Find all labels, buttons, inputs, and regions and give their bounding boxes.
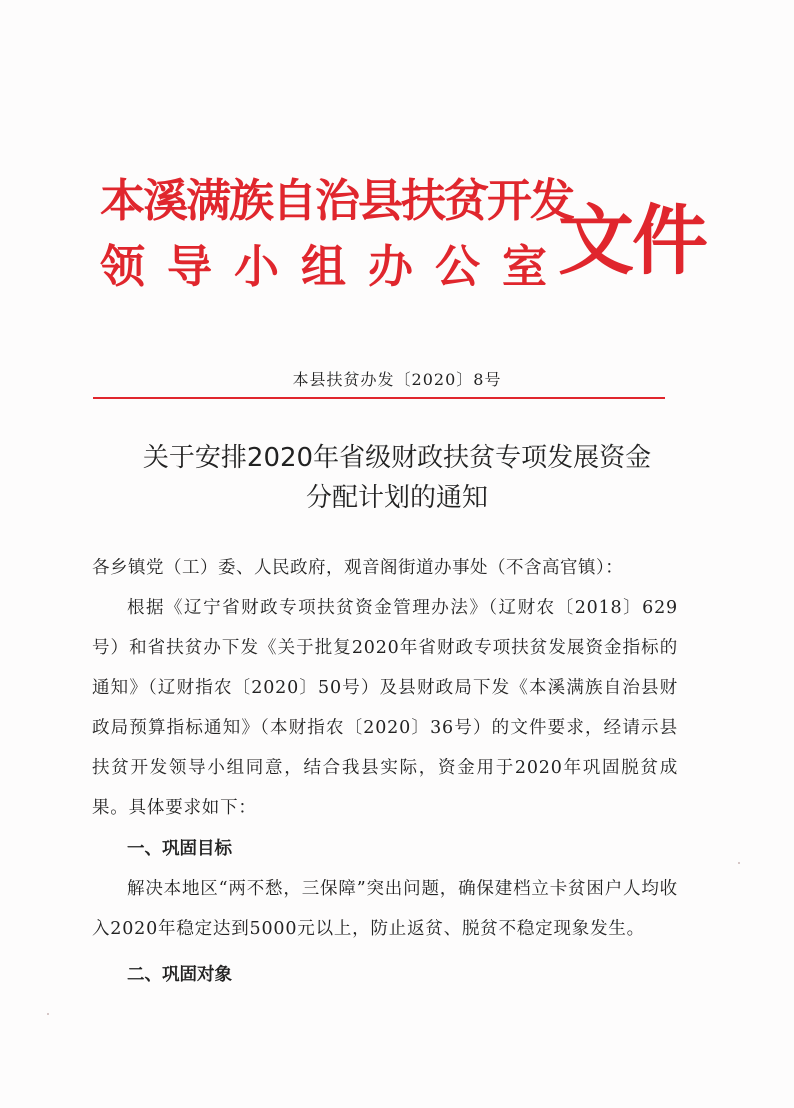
section-heading-target: 二、巩固对象 [127, 965, 232, 985]
document-title [60, 438, 734, 518]
organization-name-line1: 本溪满族自治县扶贫开发 [100, 174, 574, 227]
paragraph-goal: 解决本地区“两不愁，三保障”突出问题，确保建档立卡贫困户人均收入2020年稳定达到5000元以上，防止返贫、脱贫不稳定现象发生。 [92, 879, 678, 939]
scan-speck [47, 1013, 49, 1015]
title-line1: 关于安排2020年省级财政扶贫专项发展资金 [142, 443, 652, 473]
addressee-line: 各乡镇党（工）委、人民政府，观音阁街道办事处（不含高官镇）： [92, 558, 624, 578]
paragraph-basis: 根据《辽宁省财政专项扶贫资金管理办法》（辽财农〔2018〕629号）和省扶贫办下发《关于批复2020年省财政专项扶贫发展资金指标的通知》（辽财指农〔2020〕50号）及县财政局下发《本溪满族自治县财政局预算指标通知》（本财指农〔2020〕36号）的文件要求，经请示县扶贫开发领导小组同意，结合我县实际，资金用于2020年巩固脱贫成果。具体要求如下： [92, 598, 678, 818]
issuing-organization [100, 172, 574, 296]
document-type-label: 文件 [558, 196, 706, 285]
organization-name-line2: 领导小组办公室 [100, 240, 570, 293]
document-body [92, 548, 678, 995]
document-number: 本县扶贫办发〔2020〕8号 [292, 370, 502, 389]
scan-speck [738, 862, 740, 864]
header-red-divider [93, 397, 665, 399]
section-heading-goal: 一、巩固目标 [127, 839, 232, 859]
title-line2: 分配计划的通知 [305, 483, 488, 513]
